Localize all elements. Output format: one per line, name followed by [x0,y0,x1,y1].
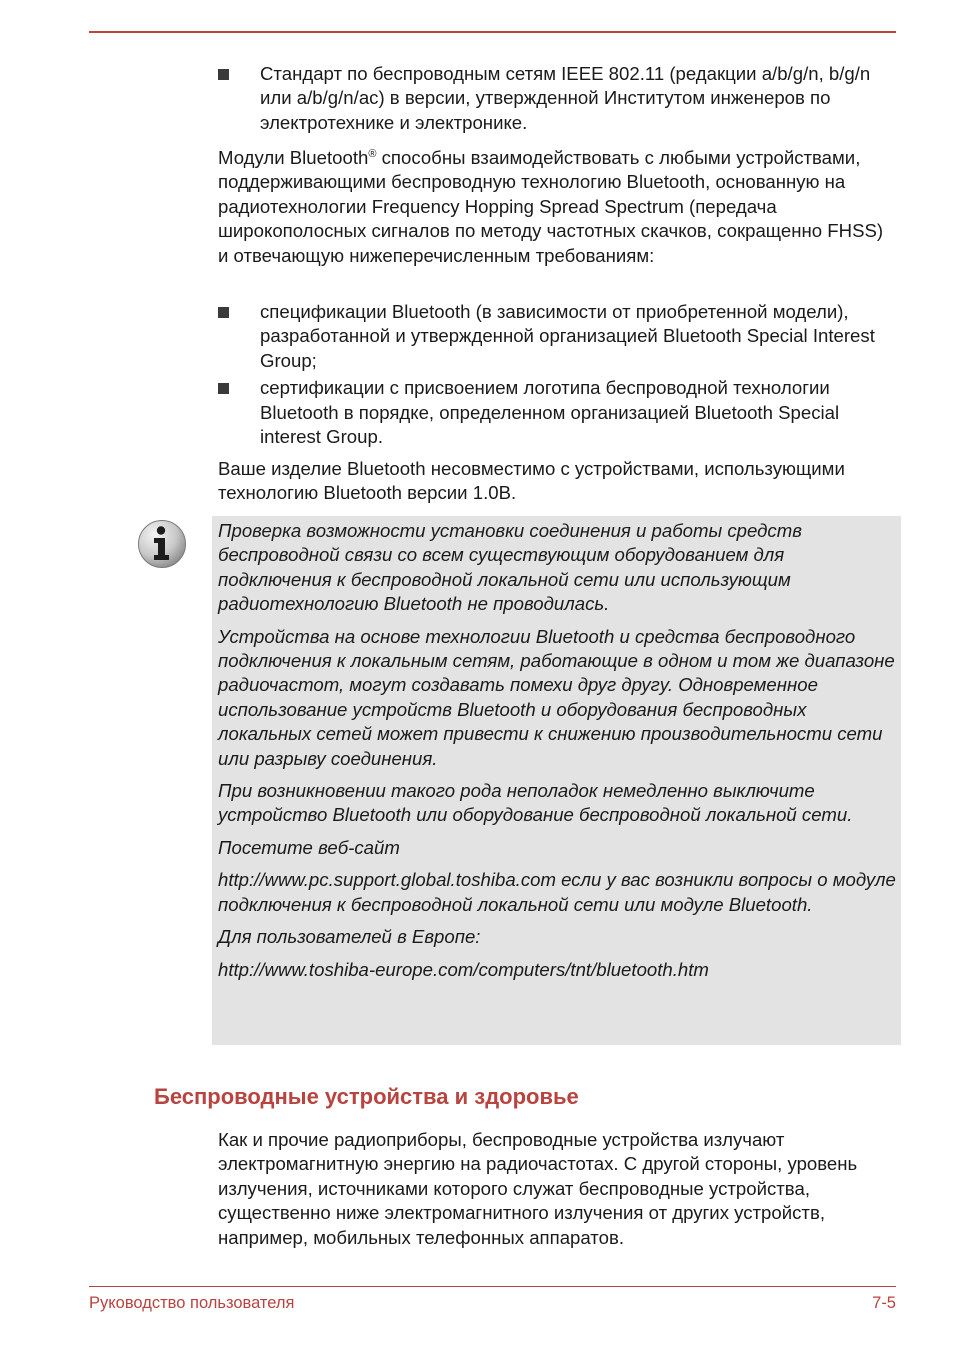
compat-paragraph: Ваше изделие Bluetooth несовместимо с устройствами, использующими технологию Bluetooth версии 1.0B. [218,458,845,504]
note-paragraph: Для пользователей в Европе: [218,926,481,948]
note-paragraph: При возникновении такого рода неполадок немедленно выключите устройство Bluetooth или оборудование беспроводной локальной сети. [218,780,853,826]
bullet-list-standards [218,62,898,135]
square-bullet-icon [218,69,229,80]
bluetooth-intro-block [218,146,898,268]
section-heading: Беспроводные устройства и здоровье [154,1084,579,1109]
footer-rule [89,1286,896,1287]
registered-mark: ® [368,147,377,160]
intro-text-rest: способны взаимодействовать с любыми устройствами, поддерживающими беспроводную технологию Bluetooth, основанную на радиотехнологии Frequency Hopping Spread Spectrum (передача широкополосных сигналов по методу частотных скачков, сокращенно FHSS) и отвечающую нижеперечисленным требованиям: [218,147,884,266]
list-item [218,62,898,135]
note-paragraph: http://www.toshiba-europe.com/computers/tnt/bluetooth.htm [218,958,709,980]
bullet-list-requirements [218,300,898,449]
info-icon [137,519,187,569]
bluetooth-intro-paragraph [218,146,898,268]
compat-block [218,457,898,506]
note-text [218,519,898,990]
square-bullet-icon [218,307,229,318]
note-paragraph: Проверка возможности установки соединения и работы средств беспроводной связи со всем существующим оборудованием для подключения к беспроводной локальной сети или использующим радиотехнологию Bluetooth не проводилась. [218,520,802,615]
list-item-text: спецификации Bluetooth (в зависимости от приобретенной модели), разработанной и утвержденной организацией Bluetooth Special Interest Group; [260,301,875,371]
section-body-paragraph: Как и прочие радиоприборы, беспроводные устройства излучают электромагнитную энергию на радиочастотах. С другой стороны, уровень излучения, источниками которого служат беспроводные устройства, существенно ниже электромагнитного излучения от других устройств, например, мобильных телефонных аппаратов. [218,1129,858,1248]
list-item-text: Стандарт по беспроводным сетям IEEE 802.11 (редакции a/b/g/n, b/g/n или a/b/g/n/ac) в версии, утвержденной Институтом инженеров по электротехнике и электронике. [260,63,871,133]
section-body-block [218,1128,898,1250]
top-bullet-block [218,62,898,138]
list-item [218,300,898,373]
note-paragraph: Посетите веб-сайт [218,836,400,858]
list-item [218,376,898,449]
requirements-block [218,300,898,452]
header-rule [89,31,896,33]
footer-title: Руководство пользователя [89,1294,295,1312]
square-bullet-icon [218,383,229,394]
list-item-text: сертификации с присвоением логотипа беспроводной технологии Bluetooth в порядке, определенном организацией Bluetooth Special interest Group. [260,377,840,448]
note-paragraph: Устройства на основе технологии Bluetooth и средства беспроводного подключения к локальным сетям, работающие в одном и том же диапазоне радиочастот, могут создавать помехи друг другу. Одновременное использование устройств Bluetooth и оборудования беспроводных локальных сетей может привести к снижению производительности сети или разрыву соединения. [218,625,895,769]
intro-text-start: Модули Bluetooth [218,147,369,168]
page-number: 7-5 [872,1294,896,1312]
note-paragraph: http://www.pc.support.global.toshiba.com если у вас возникли вопросы о модуле подключения к беспроводной локальной сети или модуле Bluetooth. [218,869,896,915]
